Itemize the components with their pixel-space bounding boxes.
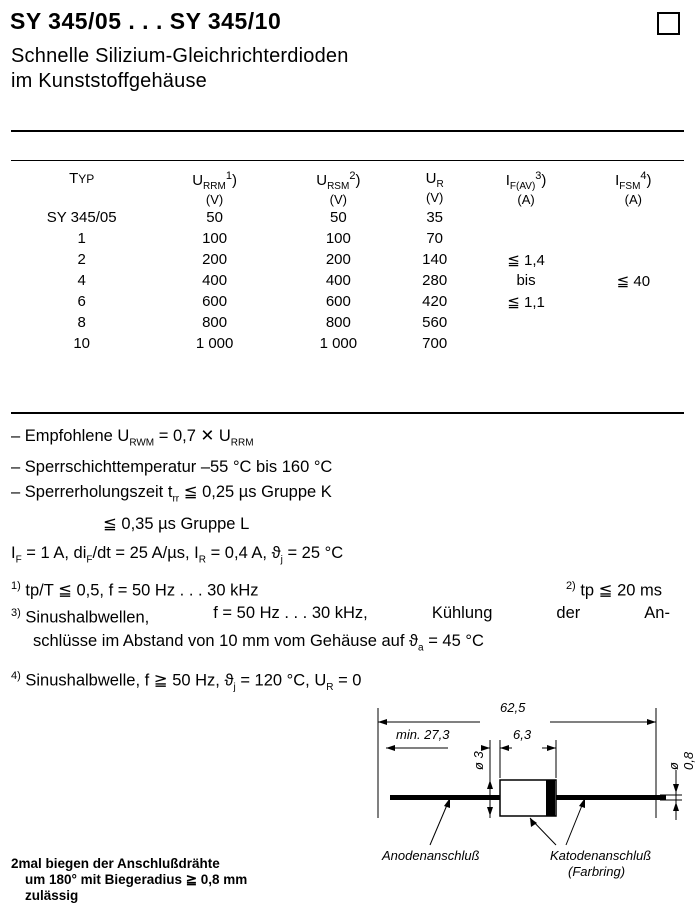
note-reverse-recovery: [11, 480, 686, 511]
label-cathode: Katodenanschluß: [550, 848, 652, 863]
footnote-4: [11, 665, 686, 699]
cell-typ: 6: [77, 293, 86, 310]
note-ir-sub: R: [198, 553, 206, 565]
divider-top: [11, 130, 684, 132]
cell-urrm: 50: [206, 209, 223, 226]
cell-if-av-line3: ≦ 1,1: [507, 293, 545, 311]
note-urwm-sub2: RRM: [230, 437, 254, 449]
cell-ur: 140: [422, 251, 448, 268]
bending-note-line-1: 2mal biegen der Anschlußdrähte: [11, 856, 220, 871]
note-urwm-text: – Empfohlene U: [11, 427, 130, 445]
note-urwm-sub: RWM: [129, 437, 155, 449]
footnote-1-text: tp/T ≦ 0,5, f = 50 Hz . . . 30 kHz: [25, 581, 259, 600]
cell-typ: 4: [77, 272, 86, 289]
cell-ursm: 400: [325, 272, 351, 289]
spec-table-wrapper: [11, 170, 684, 354]
dimension-total-length: 62,5: [500, 700, 526, 715]
column-header-urrm: $U_{RRM}^1$) (V): [192, 170, 237, 207]
cell-ur: 35: [426, 209, 443, 226]
notes-block: [11, 424, 686, 699]
note-junction-temp: – Sperrschichttemperatur –55 °C bis 160 °C: [11, 458, 333, 477]
note-trr-text: – Sperrerholungszeit t: [11, 483, 173, 502]
dimension-wire-diameter: ø 0,8: [666, 751, 696, 770]
footnote-3-line-2: [11, 630, 686, 659]
bending-note-line-3: zulässig: [25, 888, 79, 903]
note-tj-text: = 25 °C: [282, 543, 344, 562]
footnote-4-sub2: R: [326, 681, 334, 693]
page-title: SY 345/05 . . . SY 345/10: [10, 8, 282, 34]
note-test-conditions: [11, 541, 686, 572]
cell-ifsm-spacer-bottom: [583, 291, 684, 354]
cell-ur: 70: [426, 230, 443, 247]
table-row: [11, 207, 684, 228]
column-header-ifsm: $I_{FSM}^4$) (A): [615, 170, 652, 207]
cell-ur: 700: [422, 335, 448, 352]
dimension-body-diameter: ø 3: [471, 751, 486, 770]
note-ir-text: = 0,4 A, ϑ: [206, 543, 281, 562]
column-header-ur: $U_R$ (V): [425, 170, 444, 205]
cell-ur: 560: [422, 314, 448, 331]
cell-urrm: 800: [202, 314, 228, 331]
subtitle: [11, 44, 349, 94]
column-header-ursm: $U_{RSM}^2$) (V): [316, 170, 361, 207]
header: [10, 8, 690, 35]
subtitle-line-2: im Kunststoffgehäuse: [11, 70, 207, 92]
package-outline-drawing: [360, 700, 696, 879]
cell-if-av-spacer-bottom: [469, 312, 582, 354]
note-trr-sub: rr: [172, 493, 180, 505]
footnote-3-line-1: [11, 602, 686, 630]
cell-typ: SY 345/05: [46, 209, 117, 226]
footnote-3-e: An-: [644, 604, 670, 623]
label-cathode-ring: (Farbring): [568, 864, 626, 879]
footnote-2-text: tp ≦ 20 ms: [580, 581, 662, 600]
cell-ur: 280: [422, 272, 448, 289]
subtitle-line-1: Schnelle Silizium-Gleichrichterdioden: [11, 45, 349, 67]
cell-ursm: 200: [325, 251, 351, 268]
footnote-3-b: f = 50 Hz . . . 30 kHz,: [213, 604, 368, 623]
cell-if-av-spacer: [469, 207, 582, 249]
note-if-symbol: I: [11, 543, 16, 562]
cell-ursm: 1 000: [319, 335, 358, 352]
footnote-4-text: Sinushalbwelle, f ≧ 50 Hz, ϑ: [25, 671, 234, 690]
note-didt-text: /dt = 25 A/µs, I: [92, 543, 199, 562]
footnote-3-marker-wrap: [11, 602, 149, 630]
cell-if-av-line2: bis: [516, 272, 536, 289]
bending-note-line-2: um 180° mit Biegeradius ≧ 0,8 mm: [25, 872, 248, 887]
cell-urrm: 1 000: [195, 335, 234, 352]
label-anode: Anodenanschluß: [382, 848, 480, 863]
footnote-3-l2-sub: a: [418, 642, 424, 654]
cell-ursm: 50: [330, 209, 347, 226]
footnote-1-2: [11, 575, 686, 603]
cell-ursm: 800: [325, 314, 351, 331]
footnote-1-marker: 1): [11, 579, 21, 592]
footnote-3-c: Kühlung: [431, 604, 493, 623]
footnote-2-marker: 2): [565, 579, 576, 592]
footnote-4-marker: 4): [11, 670, 21, 683]
footnote-4-rest2: = 0: [333, 671, 362, 690]
cell-typ: 8: [77, 314, 86, 331]
cell-ursm: 600: [325, 293, 351, 310]
cell-urrm: 400: [202, 272, 228, 289]
footnote-3: [11, 602, 686, 659]
dimension-lead-length: min. 27,3: [396, 727, 450, 742]
footnote-3-marker: 3): [11, 607, 21, 620]
note-urwm: [11, 424, 686, 455]
bending-note: [11, 856, 247, 904]
spec-table: [11, 170, 684, 354]
dimension-body-length: 6,3: [513, 727, 532, 742]
footnote-3-l2-text: schlüsse im Abstand von 10 mm vom Gehäuse auf ϑ: [33, 631, 419, 650]
footnote-3-l2-rest: = 45 °C: [423, 631, 484, 650]
note-if-sub: F: [15, 553, 22, 565]
divider-table-head: [11, 160, 684, 161]
table-header-row: [11, 170, 684, 207]
footnote-3-d: der: [556, 604, 581, 623]
footnote-2: [566, 575, 686, 603]
table-row: [11, 291, 684, 312]
cell-if-av-line1: ≦ 1,4: [507, 251, 545, 269]
footnote-4-sub: j: [233, 681, 236, 693]
cell-urrm: 600: [202, 293, 228, 310]
cell-urrm: 100: [202, 230, 228, 247]
cell-typ: 10: [73, 335, 90, 352]
column-header-typ: TYP: [69, 170, 95, 187]
cell-typ: 1: [77, 230, 86, 247]
footnote-3-a: Sinushalbwellen,: [25, 608, 150, 627]
note-didt-sub: F: [86, 553, 93, 565]
cell-ur: 420: [422, 293, 448, 310]
square-marker-icon: [657, 12, 680, 35]
cell-ifsm-spacer-top: [583, 207, 684, 270]
note-trr-rest: ≦ 0,25 µs Gruppe K: [179, 483, 332, 502]
footnote-1: [11, 575, 259, 603]
note-reverse-recovery-2: ≦ 0,35 µs Gruppe L: [103, 514, 250, 533]
note-urwm-rest: = 0,7 ✕ U: [154, 427, 231, 445]
cell-ifsm: ≦ 40: [616, 272, 651, 290]
divider-table-bottom: [11, 412, 684, 414]
column-header-if-av: $I_{F(AV)}^3$) (A): [505, 170, 547, 207]
note-tj-sub: j: [280, 553, 283, 565]
table-row: [11, 270, 684, 291]
cell-ursm: 100: [325, 230, 351, 247]
note-if-text: = 1 A, di: [21, 543, 87, 562]
cell-urrm: 200: [202, 251, 228, 268]
cell-typ: 2: [77, 251, 86, 268]
footnote-4-rest: = 120 °C, U: [235, 671, 327, 690]
